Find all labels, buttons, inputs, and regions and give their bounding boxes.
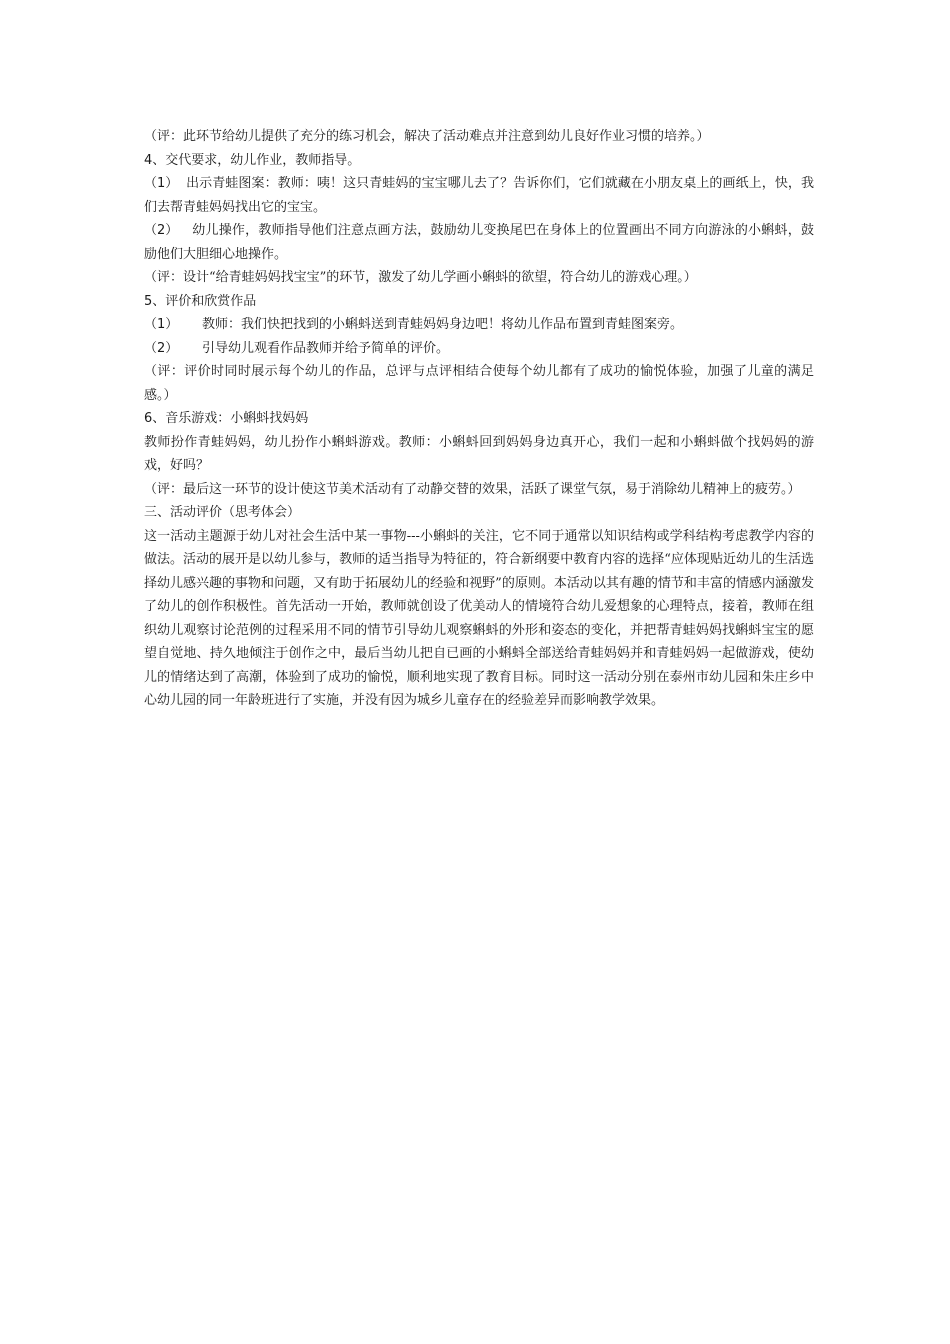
section-heading-4: 4、交代要求，幼儿作业，教师指导。	[144, 152, 361, 168]
list-number: （2）	[144, 340, 179, 356]
comment-paragraph: （评：此环节给幼儿提供了充分的练习机会，解决了活动难点并注意到幼儿良好作业习惯的培养。）	[144, 129, 710, 144]
comment-paragraph: （评：评价时同时展示每个幼儿的作品，总评与点评相结合使每个幼儿都有了成功的愉悦体验，加强了儿童的满足感。）	[144, 364, 814, 403]
list-item-text: 教师：我们快把找到的小蝌蚪送到青蛙妈妈身边吧！将幼儿作品布置到青蛙图案旁。	[202, 317, 684, 332]
list-item-text: 引导幼儿观看作品教师并给予简单的评价。	[202, 340, 450, 356]
list-item-5-2	[144, 337, 814, 361]
list-number: （1）	[144, 317, 179, 332]
body-paragraph: 教师扮作青蛙妈妈，幼儿扮作小蝌蚪游戏。教师：小蝌蚪回到妈妈身边真开心，我们一起和小蝌蚪做个找妈妈的游戏，好吗？	[144, 434, 814, 473]
section-heading-6: 6、音乐游戏：小蝌蚪找妈妈	[144, 411, 309, 426]
document-body	[144, 125, 814, 713]
list-item-4-2	[144, 219, 814, 266]
list-item-text: 幼儿操作，教师指导他们注意点画方法，鼓励幼儿变换尾巴在身体上的位置画出不同方向游泳的小蝌蚪，鼓励他们大胆细心地操作。	[144, 223, 814, 262]
list-item-4-1	[144, 172, 814, 219]
list-number: （2）	[144, 223, 179, 238]
list-item-5-1	[144, 313, 814, 337]
section-heading-5: 5、评价和欣赏作品	[144, 293, 257, 309]
comment-paragraph: （评：最后这一环节的设计使这节美术活动有了动静交替的效果，活跃了课堂气氛，易于消除幼儿精神上的疲劳。）	[144, 481, 801, 497]
comment-paragraph: （评：设计“给青蛙妈妈找宝宝”的环节，激发了幼儿学画小蝌蚪的欲望，符合幼儿的游戏心理。）	[144, 270, 697, 285]
list-item-text: 出示青蛙图案：教师：咦！这只青蛙妈的宝宝哪儿去了？告诉你们，它们就藏在小朋友桌上的画纸上，快，我们去帮青蛙妈妈找出它的宝宝。	[144, 176, 814, 215]
list-number: （1）	[144, 176, 179, 191]
section-heading-evaluation: 三、活动评价（思考体会）	[144, 505, 301, 520]
evaluation-paragraph: 这一活动主题源于幼儿对社会生活中某一事物---小蝌蚪的关注，它不同于通常以知识结构或学科结构考虑教学内容的做法。活动的展开是以幼儿参与，教师的适当指导为特征的，符合新纲要中教育内容的选择“应体现贴近幼儿的生活选择幼儿感兴趣的事物和问题，又有助于拓展幼儿的经验和视野”的原则。本活动以其有趣的情节和丰富的情感内涵激发了幼儿的创作积极性。首先活动一开始，教师就创设了优美动人的情境符合幼儿爱想象的心理特点，接着，教师在组织幼儿观察讨论范例的过程采用不同的情节引导幼儿观察蝌蚪的外形和姿态的变化，并把帮青蛙妈妈找蝌蚪宝宝的愿望自觉地、持久地倾注于创作之中，最后当幼儿把自已画的小蝌蚪全部送给青蛙妈妈并和青蛙妈妈一起做游戏，使幼儿的情绪达到了高潮，体验到了成功的愉悦，顺利地实现了教育目标。同时这一活动分别在泰州市幼儿园和朱庄乡中心幼儿园的同一年龄班进行了实施，并没有因为城乡儿童存在的经验差异而影响教学效果。	[144, 528, 814, 708]
